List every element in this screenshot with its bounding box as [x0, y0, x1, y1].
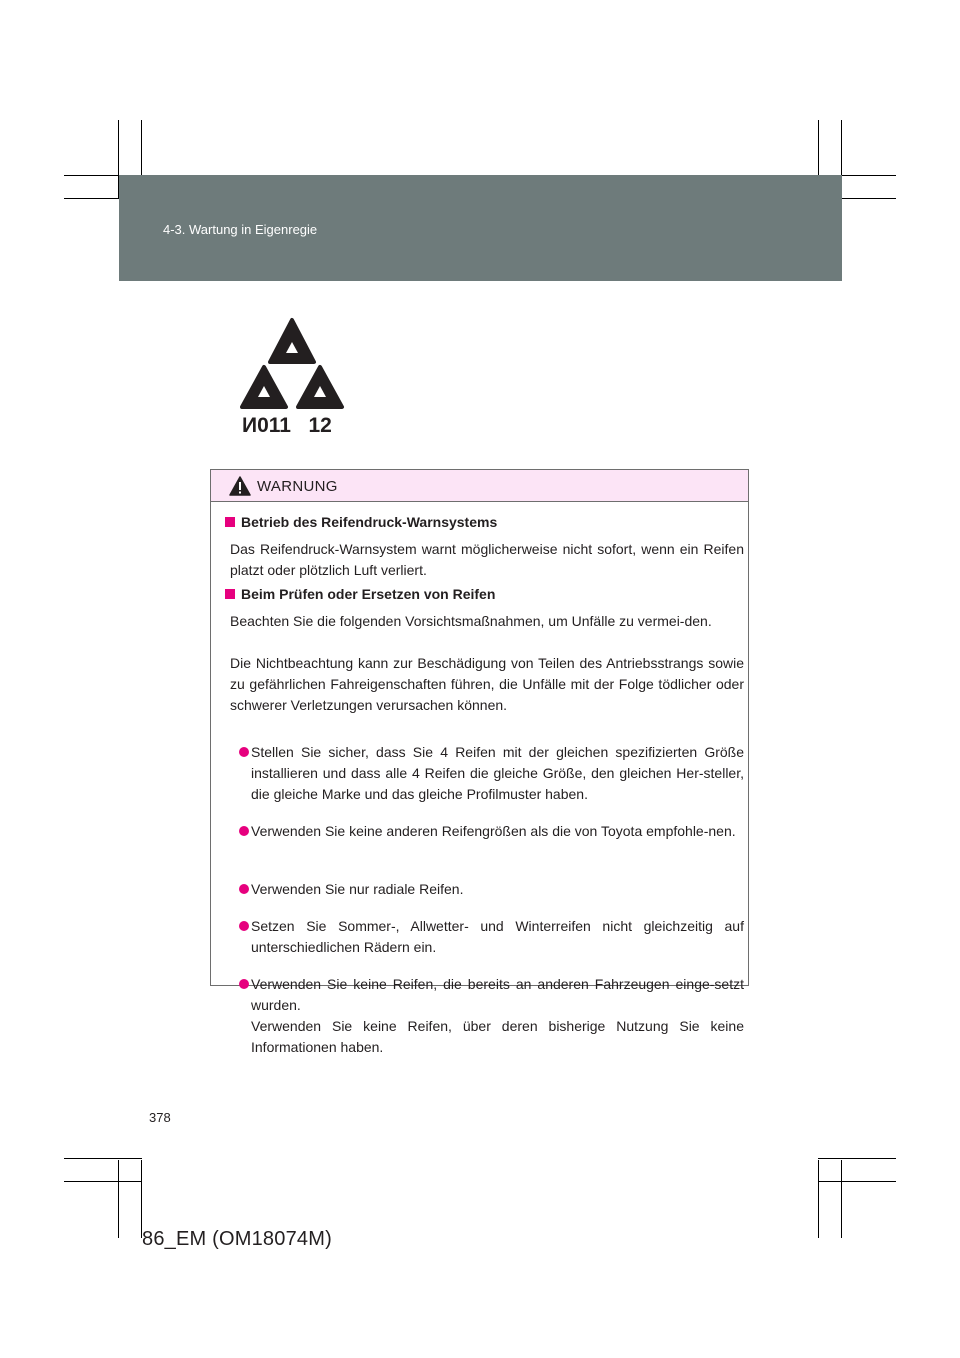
warning-title: WARNUNG: [257, 478, 338, 495]
warning-box: [210, 469, 749, 1055]
bullet-dot-icon: [239, 747, 249, 757]
crop-mark: [118, 1160, 119, 1238]
paragraph: Das Reifendruck-Warnsystem warnt möglicherweise nicht sofort, wenn ein Reifen platzt oder plötzlich Luft verliert.: [230, 541, 744, 578]
warning-header: [211, 470, 748, 502]
crop-mark: [64, 1181, 142, 1182]
tire-marking-illustration: [232, 312, 362, 442]
crop-mark: [818, 1181, 896, 1182]
document-id: 86_EM (OM18074M): [142, 1228, 332, 1250]
paragraph: Die Nichtbeachtung kann zur Beschädigung von Teilen des Antriebsstrangs sowie zu gefährlichen Fahreigenschaften führen, die Unfälle mit der Folge tödlicher oder schwerer Verletzungen verursachen können.: [230, 655, 744, 713]
section-title: 4-3. Wartung in Eigenregie: [163, 222, 318, 237]
section-heading: Beim Prüfen oder Ersetzen von Reifen: [225, 584, 495, 605]
section-heading: Betrieb des Reifendruck-Warnsystems: [225, 512, 497, 533]
crop-mark: [841, 1160, 842, 1238]
crop-mark: [141, 1160, 142, 1238]
square-bullet-icon: [225, 517, 235, 527]
tire-code-text: И011 12: [242, 414, 332, 437]
list-item: Verwenden Sie keine Reifen, die bereits an anderen Fahrzeugen einge-setzt wurden. Verwenden Sie keine Reifen, über deren bisherige Nutzung Sie keine Informationen haben.: [239, 974, 744, 1058]
crop-mark: [818, 1158, 896, 1159]
bullet-dot-icon: [239, 826, 249, 836]
warning-triangle-icon: [229, 476, 251, 501]
list-item: Setzen Sie Sommer-, Allwetter- und Winterreifen nicht gleichzeitig auf unterschiedlichen Rädern ein.: [239, 916, 744, 958]
bullet-dot-icon: [239, 921, 249, 931]
bullet-dot-icon: [239, 979, 249, 989]
list-item: Stellen Sie sicher, dass Sie 4 Reifen mit der gleichen spezifizierten Größe installieren und dass alle 4 Reifen die gleiche Größe, den gleichen Her-steller, die gleiche Marke und das gleiche Profilmuster haben.: [239, 742, 744, 805]
list-item: Verwenden Sie nur radiale Reifen.: [239, 879, 744, 900]
crop-mark: [818, 1160, 819, 1238]
list-item: Verwenden Sie keine anderen Reifengrößen als die von Toyota empfohle-nen.: [239, 821, 744, 842]
bullet-dot-icon: [239, 884, 249, 894]
page-number: 378: [149, 1110, 171, 1125]
crop-mark: [64, 1158, 142, 1159]
paragraph: Beachten Sie die folgenden Vorsichtsmaßnahmen, um Unfälle zu vermei-den.: [230, 613, 712, 629]
square-bullet-icon: [225, 589, 235, 599]
